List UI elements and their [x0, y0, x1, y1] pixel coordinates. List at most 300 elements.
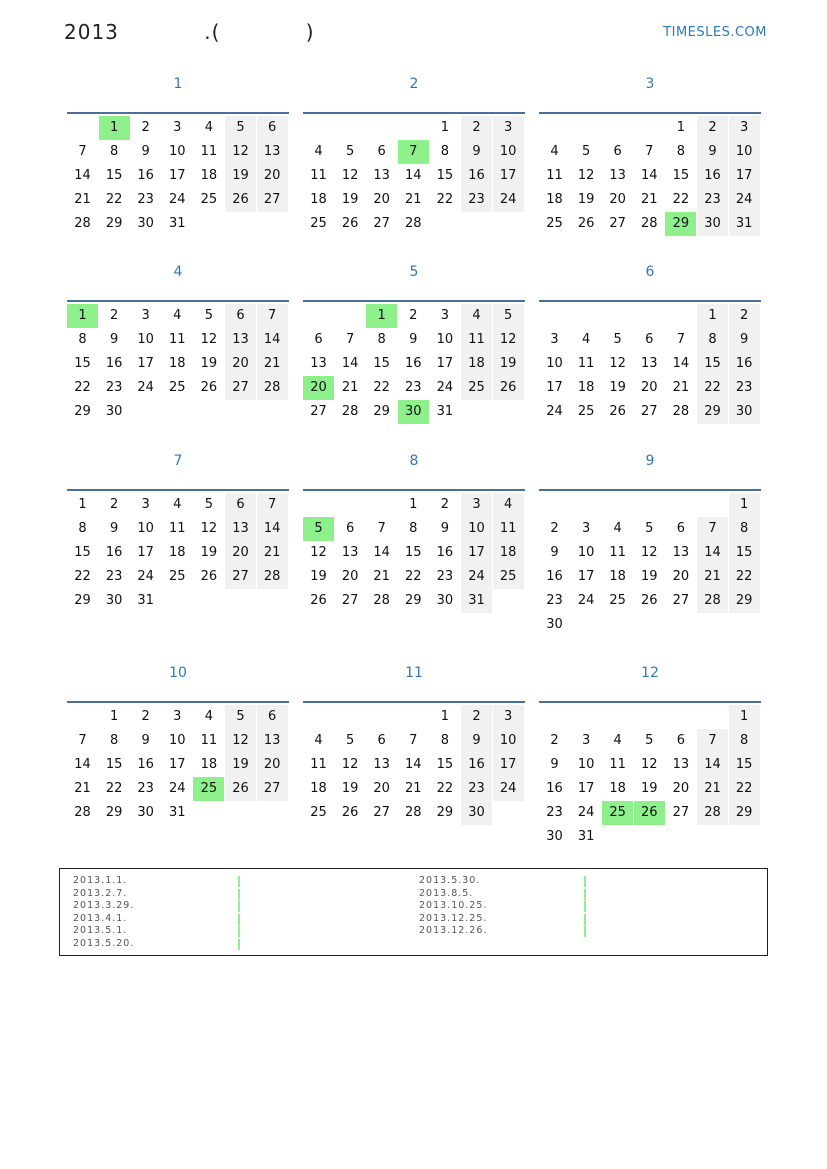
day-cell: 22: [74, 569, 91, 584]
day-cell: 7: [257, 304, 288, 328]
month-grid: [539, 300, 761, 419]
day-cell: 22: [436, 781, 454, 796]
day-cell: 5: [225, 705, 256, 729]
day-cell: 18: [200, 757, 218, 772]
day-cell: 14: [341, 356, 359, 371]
day-cell: 11: [200, 144, 218, 159]
day-cell: 25: [200, 192, 218, 207]
day-cell: 31: [729, 212, 760, 236]
day-cell: 23: [137, 192, 154, 207]
day-cell: 22: [105, 781, 123, 796]
day-cell: 9: [141, 733, 150, 748]
day-cell: 26: [341, 216, 359, 231]
day-cell: 9: [141, 144, 150, 159]
day-cell: 21: [641, 192, 658, 207]
day-cell: 29: [697, 400, 728, 424]
day-cell: 23: [405, 380, 422, 395]
day-cell: 10: [577, 545, 595, 560]
day-cell: 8: [729, 517, 760, 541]
day-cell: 30: [105, 593, 123, 608]
holiday-marker: [238, 914, 240, 925]
holiday-cell: 26: [634, 801, 665, 825]
day-cell: 12: [493, 328, 524, 352]
day-cell: 16: [436, 545, 454, 560]
day-cell: 11: [200, 733, 218, 748]
day-cell: 1: [676, 120, 686, 135]
day-cell: 28: [672, 404, 690, 419]
day-cell: 11: [169, 332, 186, 347]
day-cell: 2: [550, 733, 559, 748]
holiday-cell: 1: [67, 304, 98, 328]
day-cell: 7: [345, 332, 355, 347]
month-grid: [539, 489, 761, 632]
day-cell: 21: [74, 781, 91, 796]
holiday-cell: 20: [303, 376, 334, 400]
day-cell: 10: [577, 757, 595, 772]
holiday-marker: [238, 876, 240, 887]
day-cell: 1: [109, 709, 119, 724]
day-cell: 17: [729, 164, 760, 188]
day-cell: 6: [676, 521, 686, 536]
day-cell: 5: [581, 144, 591, 159]
month-name: 3: [645, 76, 655, 92]
day-cell: 15: [729, 541, 760, 565]
day-cell: 25: [310, 805, 327, 820]
month-grid: [67, 701, 289, 820]
day-cell: 22: [729, 565, 760, 589]
day-cell: 28: [405, 216, 422, 231]
day-cell: 31: [169, 805, 186, 820]
day-cell: 21: [405, 781, 422, 796]
day-cell: 6: [377, 733, 386, 748]
day-cell: 25: [493, 565, 524, 589]
day-cell: 23: [461, 188, 492, 212]
day-cell: 12: [225, 729, 256, 753]
day-cell: 15: [436, 757, 454, 772]
holiday-cell: 5: [303, 517, 334, 541]
holiday-cell: 30: [398, 400, 429, 424]
day-cell: 28: [373, 593, 390, 608]
day-cell: 21: [697, 565, 728, 589]
day-cell: 24: [461, 565, 492, 589]
day-cell: 25: [169, 569, 186, 584]
day-cell: 16: [137, 757, 154, 772]
day-cell: 14: [641, 168, 658, 183]
day-cell: 27: [609, 216, 626, 231]
day-cell: 15: [697, 352, 728, 376]
month-grid: [67, 112, 289, 231]
holiday-marker: [584, 876, 586, 887]
day-cell: 1: [78, 497, 87, 512]
day-cell: 9: [440, 521, 450, 536]
day-cell: 13: [672, 545, 690, 560]
day-cell: 8: [440, 733, 450, 748]
day-cell: 16: [137, 168, 154, 183]
day-cell: 27: [641, 404, 658, 419]
day-cell: 18: [546, 192, 563, 207]
day-cell: 6: [613, 144, 622, 159]
day-cell: 13: [609, 168, 626, 183]
day-cell: 5: [225, 116, 256, 140]
day-cell: 18: [200, 168, 218, 183]
day-cell: 11: [609, 757, 626, 772]
holiday-legend: [59, 868, 768, 956]
day-cell: 21: [257, 541, 288, 565]
day-cell: 15: [729, 753, 760, 777]
legend-date: 2013.12.26.: [419, 925, 488, 936]
month-1: [67, 74, 289, 231]
day-cell: 3: [550, 332, 559, 347]
title-end: ): [305, 20, 315, 44]
day-cell: 19: [225, 753, 256, 777]
day-cell: 19: [341, 192, 359, 207]
day-cell: 23: [697, 188, 728, 212]
day-cell: 24: [729, 188, 760, 212]
day-cell: 31: [169, 216, 186, 231]
day-cell: 30: [436, 593, 454, 608]
day-cell: 24: [577, 805, 595, 820]
month-name: 5: [409, 264, 419, 280]
day-cell: 24: [137, 380, 154, 395]
month-5: [303, 262, 525, 419]
day-cell: 12: [641, 757, 658, 772]
day-cell: 13: [225, 517, 256, 541]
day-cell: 19: [641, 781, 658, 796]
day-cell: 9: [461, 729, 492, 753]
day-cell: 14: [257, 328, 288, 352]
day-cell: 5: [613, 332, 622, 347]
day-cell: 29: [105, 216, 123, 231]
month-name: 9: [645, 453, 655, 469]
day-cell: 7: [78, 733, 87, 748]
month-10: [67, 663, 289, 820]
day-cell: 4: [493, 493, 524, 517]
day-cell: 9: [697, 140, 728, 164]
day-cell: 7: [697, 517, 728, 541]
month-grid: [303, 489, 525, 608]
day-cell: 15: [405, 545, 422, 560]
day-cell: 29: [105, 805, 123, 820]
legend-item: [419, 913, 487, 926]
day-cell: 18: [169, 356, 186, 371]
day-cell: 19: [609, 380, 626, 395]
month-name: 6: [645, 264, 655, 280]
month-3: [539, 74, 761, 231]
day-cell: 19: [577, 192, 595, 207]
day-cell: 27: [373, 805, 390, 820]
holiday-marker: [584, 889, 586, 900]
day-cell: 18: [310, 781, 327, 796]
day-cell: 8: [676, 144, 686, 159]
day-cell: 29: [74, 404, 91, 419]
month-name: 11: [405, 665, 423, 681]
month-7: [67, 451, 289, 608]
day-cell: 14: [697, 541, 728, 565]
day-cell: 17: [137, 356, 154, 371]
legend-date: 2013.5.20.: [73, 937, 135, 949]
day-cell: 10: [493, 729, 524, 753]
day-cell: 24: [137, 569, 154, 584]
day-cell: 22: [436, 192, 454, 207]
day-cell: 4: [314, 144, 323, 159]
day-cell: 13: [257, 729, 288, 753]
month-name: 8: [409, 453, 419, 469]
day-cell: 11: [493, 517, 524, 541]
day-cell: 7: [409, 733, 418, 748]
day-cell: 19: [225, 164, 256, 188]
day-cell: 17: [493, 753, 524, 777]
month-9: [539, 451, 761, 632]
holiday-marker: [584, 926, 586, 937]
day-cell: 30: [697, 212, 728, 236]
day-cell: 28: [341, 404, 359, 419]
day-cell: 24: [493, 188, 524, 212]
day-cell: 7: [257, 493, 288, 517]
day-cell: 28: [257, 376, 288, 400]
day-cell: 3: [729, 116, 760, 140]
holiday-marker: [238, 926, 240, 937]
holiday-cell: 29: [665, 212, 696, 236]
day-cell: 21: [341, 380, 359, 395]
month-4: [67, 262, 289, 419]
day-cell: 15: [105, 757, 123, 772]
day-cell: 20: [225, 541, 256, 565]
day-cell: 10: [137, 332, 154, 347]
day-cell: 2: [141, 709, 150, 724]
holiday-marker: [584, 901, 586, 912]
holiday-marker: [238, 939, 240, 950]
brand-logo[interactable]: TIMESLES.COM: [663, 25, 767, 40]
day-cell: 13: [257, 140, 288, 164]
legend-item: [73, 913, 134, 926]
day-cell: 31: [577, 829, 595, 844]
day-cell: 27: [341, 593, 359, 608]
day-cell: 22: [697, 376, 728, 400]
day-cell: 8: [440, 144, 450, 159]
day-cell: 12: [609, 356, 626, 371]
day-cell: 8: [409, 521, 418, 536]
day-cell: 30: [137, 805, 154, 820]
day-cell: 19: [200, 356, 218, 371]
day-cell: 9: [550, 545, 559, 560]
day-cell: 16: [461, 753, 492, 777]
day-cell: 8: [729, 729, 760, 753]
day-cell: 8: [697, 328, 728, 352]
day-cell: 10: [546, 356, 563, 371]
day-cell: 1: [729, 705, 760, 729]
day-cell: 5: [345, 144, 355, 159]
day-cell: 15: [436, 168, 454, 183]
day-cell: 22: [74, 380, 91, 395]
day-cell: 24: [169, 192, 186, 207]
day-cell: 3: [581, 521, 591, 536]
day-cell: 30: [105, 404, 123, 419]
legend-date: 2013.12.25.: [419, 912, 488, 924]
day-cell: 16: [105, 356, 123, 371]
day-cell: 25: [461, 376, 492, 400]
day-cell: 9: [729, 328, 760, 352]
day-cell: 23: [436, 569, 454, 584]
holiday-marker: [238, 901, 240, 912]
day-cell: 5: [204, 497, 214, 512]
day-cell: 15: [105, 168, 123, 183]
day-cell: 2: [461, 116, 492, 140]
day-cell: 4: [461, 304, 492, 328]
month-6: [539, 262, 761, 419]
day-cell: 10: [169, 144, 186, 159]
day-cell: 26: [609, 404, 626, 419]
day-cell: 24: [436, 380, 454, 395]
day-cell: 2: [109, 497, 119, 512]
day-cell: 18: [461, 352, 492, 376]
day-cell: 4: [314, 733, 323, 748]
title-mid: .(: [204, 20, 221, 44]
day-cell: 13: [373, 168, 390, 183]
day-cell: 22: [672, 192, 690, 207]
legend-date: 2013.8.5.: [419, 887, 474, 899]
day-cell: 12: [641, 545, 658, 560]
day-cell: 24: [577, 593, 595, 608]
day-cell: 11: [169, 521, 186, 536]
day-cell: 19: [493, 352, 524, 376]
day-cell: 20: [257, 753, 288, 777]
day-cell: 7: [676, 332, 686, 347]
day-cell: 30: [546, 829, 563, 844]
day-cell: 16: [105, 545, 123, 560]
day-cell: 2: [109, 308, 119, 323]
day-cell: 12: [577, 168, 595, 183]
month-grid: [67, 489, 289, 608]
day-cell: 6: [377, 144, 386, 159]
day-cell: 17: [577, 569, 595, 584]
day-cell: 6: [257, 705, 288, 729]
day-cell: 4: [613, 521, 622, 536]
day-cell: 31: [137, 593, 154, 608]
title-year: 2013: [64, 20, 119, 44]
day-cell: 12: [225, 140, 256, 164]
day-cell: 13: [641, 356, 658, 371]
day-cell: 6: [225, 493, 256, 517]
day-cell: 20: [341, 569, 359, 584]
day-cell: 20: [609, 192, 626, 207]
day-cell: 14: [672, 356, 690, 371]
legend-date: 2013.5.1.: [73, 925, 128, 936]
day-cell: 16: [405, 356, 422, 371]
day-cell: 6: [225, 304, 256, 328]
month-grid: [539, 701, 761, 844]
day-cell: 8: [377, 332, 386, 347]
day-cell: 1: [440, 120, 450, 135]
day-cell: 16: [729, 352, 760, 376]
day-cell: 26: [310, 593, 327, 608]
day-cell: 31: [436, 404, 454, 419]
legend-item: [73, 875, 134, 888]
day-cell: 21: [373, 569, 390, 584]
day-cell: 29: [74, 593, 91, 608]
day-cell: 16: [461, 164, 492, 188]
day-cell: 12: [200, 521, 218, 536]
day-cell: 3: [173, 709, 182, 724]
day-cell: 15: [373, 356, 390, 371]
day-cell: 17: [169, 757, 186, 772]
day-cell: 3: [493, 705, 524, 729]
day-cell: 13: [672, 757, 690, 772]
day-cell: 12: [341, 168, 359, 183]
day-cell: 6: [645, 332, 654, 347]
day-cell: 23: [105, 380, 123, 395]
day-cell: 11: [461, 328, 492, 352]
day-cell: 20: [373, 781, 390, 796]
day-cell: 8: [109, 144, 119, 159]
day-cell: 23: [546, 593, 563, 608]
day-cell: 23: [105, 569, 123, 584]
day-cell: 30: [137, 216, 154, 231]
day-cell: 17: [577, 781, 595, 796]
day-cell: 22: [105, 192, 123, 207]
day-cell: 28: [257, 565, 288, 589]
day-cell: 4: [204, 120, 214, 135]
day-cell: 17: [461, 541, 492, 565]
day-cell: 26: [200, 569, 218, 584]
day-cell: 14: [257, 517, 288, 541]
day-cell: 4: [173, 497, 182, 512]
day-cell: 28: [641, 216, 658, 231]
day-cell: 19: [200, 545, 218, 560]
legend-column-right: [419, 875, 487, 938]
legend-date: 2013.5.30.: [419, 875, 481, 886]
day-cell: 7: [697, 729, 728, 753]
day-cell: 6: [676, 733, 686, 748]
legend-item: [419, 875, 487, 888]
day-cell: 25: [546, 216, 563, 231]
day-cell: 10: [729, 140, 760, 164]
day-cell: 29: [373, 404, 390, 419]
day-cell: 17: [169, 168, 186, 183]
day-cell: 20: [373, 192, 390, 207]
day-cell: 3: [141, 308, 150, 323]
holiday-cell: 1: [99, 116, 130, 140]
day-cell: 9: [109, 332, 119, 347]
day-cell: 2: [440, 497, 450, 512]
legend-item: [73, 900, 134, 913]
day-cell: 19: [310, 569, 327, 584]
day-cell: 3: [493, 116, 524, 140]
day-cell: 5: [345, 733, 355, 748]
day-cell: 7: [377, 521, 386, 536]
day-cell: 10: [461, 517, 492, 541]
day-cell: 25: [310, 216, 327, 231]
day-cell: 24: [546, 404, 563, 419]
day-cell: 27: [225, 376, 256, 400]
day-cell: 4: [581, 332, 591, 347]
day-cell: 2: [697, 116, 728, 140]
legend-item: [73, 938, 134, 951]
day-cell: 11: [577, 356, 595, 371]
month-8: [303, 451, 525, 608]
day-cell: 7: [645, 144, 654, 159]
day-cell: 11: [310, 168, 327, 183]
day-cell: 25: [577, 404, 595, 419]
day-cell: 3: [581, 733, 591, 748]
legend-column-left: [73, 875, 134, 950]
day-cell: 21: [405, 192, 422, 207]
month-name: 4: [173, 264, 183, 280]
day-cell: 29: [729, 589, 760, 613]
day-cell: 15: [672, 168, 690, 183]
legend-item: [419, 888, 487, 901]
month-grid: [303, 701, 525, 820]
day-cell: 14: [405, 757, 422, 772]
